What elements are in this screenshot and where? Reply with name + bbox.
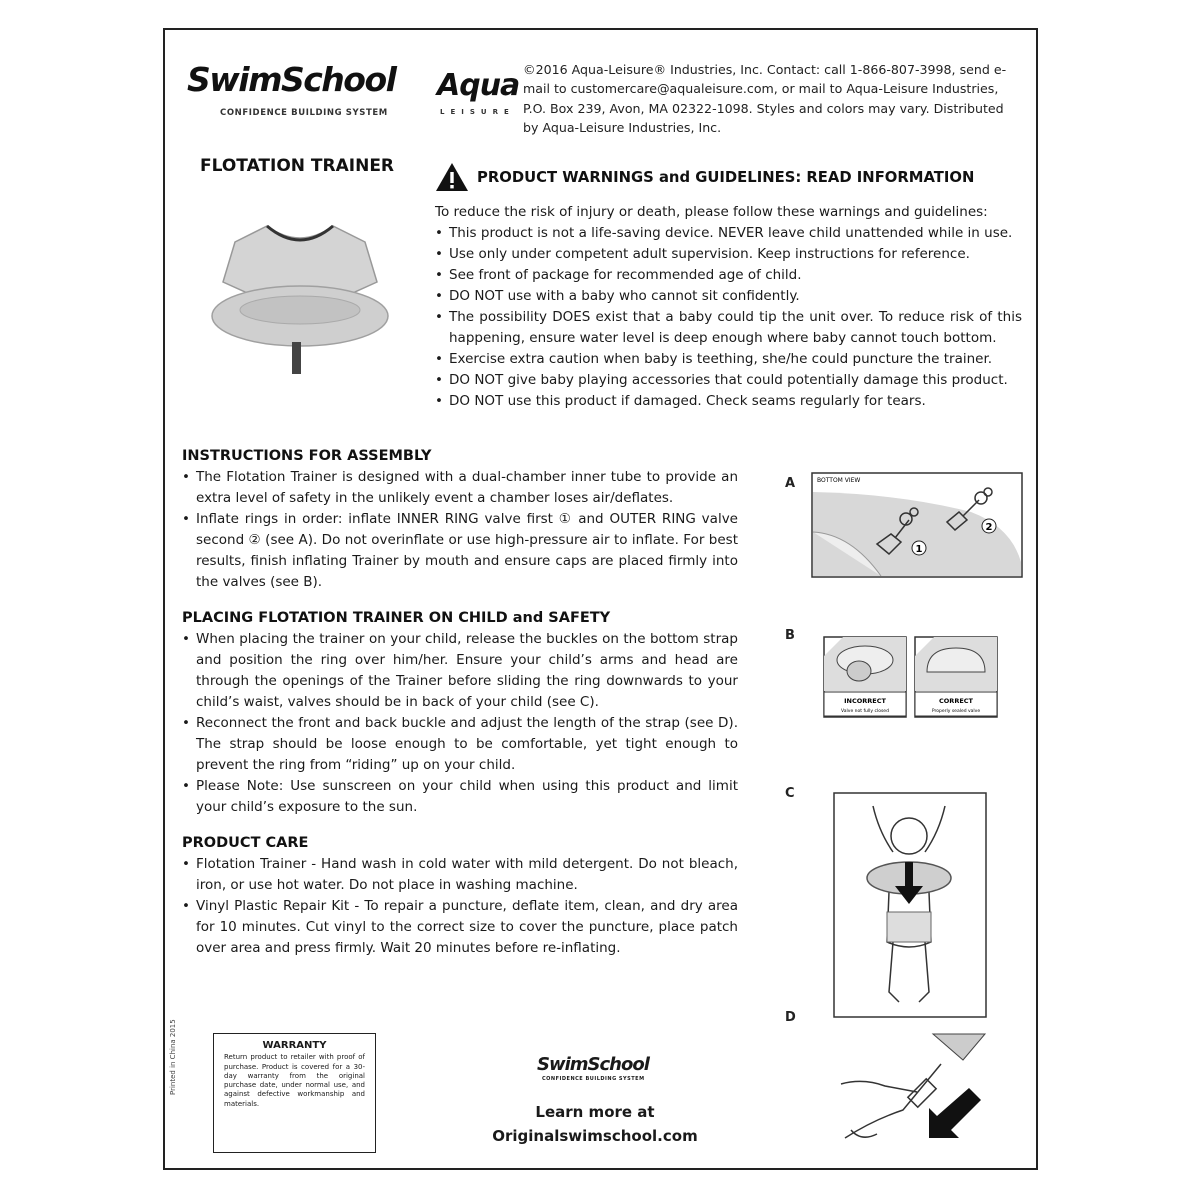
figure-a-number-1: 1 [915,544,923,555]
placing-section [182,608,738,818]
placing-list [182,629,738,818]
learn-more-line: Learn more at [535,1103,655,1121]
care-section [182,833,738,959]
assembly-list [182,467,738,593]
list-item: • Inflate rings in order: inflate INNER RING valve first ① and OUTER RING valve second ② (see A). Do not overinflate or use high-pressure air to inflate. For best results, finish inflating Trainer by mouth and ensure caps are placed firmly into the valves (see B). [182,509,738,593]
swimschool-logo: SwimSchool [187,60,396,99]
list-item: • Reconnect the front and back buckle and adjust the length of the strap (see D). The strap should be loose enough to be comfortable, yet tight enough to prevent the ring from “riding” up on your child. [182,713,738,776]
warranty-box [213,1033,376,1153]
list-item: • Exercise extra caution when baby is teething, she/he could puncture the trainer. [435,349,1022,370]
care-heading: PRODUCT CARE [182,835,309,851]
list-item: • Flotation Trainer - Hand wash in cold water with mild detergent. Do not bleach, iron, or use hot water. Do not place in washing machine. [182,854,738,896]
care-list [182,854,738,959]
figure-c-illustration [833,792,987,1018]
website-link[interactable]: Originalswimschool.com [492,1127,698,1145]
figure-b-incorrect: INCORRECT [844,697,886,705]
list-item: • DO NOT give baby playing accessories that could potentially damage this product. [435,370,1022,391]
list-item: • The Flotation Trainer is designed with a dual-chamber inner tube to provide an extra level of safety in the unlikely event a chamber loses air/deflates. [182,467,738,509]
figure-b-illustration [823,636,1003,718]
figure-a-label: A [785,476,796,491]
flotation-trainer-image [205,220,395,380]
figure-b-incorrect-sub: Valve not fully closed [841,709,889,714]
figure-a-inset-text: BOTTOM VIEW [817,477,861,484]
warranty-text: Return product to retailer with proof of purchase. Product is covered for a 30-day warranty from the original purchase date, under normal use, and against defective workmanship and materials. [224,1053,365,1108]
list-item: • DO NOT use this product if damaged. Check seams regularly for tears. [435,391,1022,412]
list-item: • See front of package for recommended age of child. [435,265,1022,286]
aqua-tagline: LEISURE [440,108,515,116]
warning-triangle-icon [435,162,469,192]
figure-d-label: D [785,1010,796,1025]
aqua-logo: Aqua [437,68,520,103]
warnings-heading [435,162,974,192]
list-item: • Please Note: Use sunscreen on your child when using this product and limit your child’s exposure to the sun. [182,776,738,818]
list-item: • This product is not a life-saving device. NEVER leave child unattended while in use. [435,223,1022,244]
figure-b-label: B [785,628,795,643]
footer-tagline: CONFIDENCE BUILDING SYSTEM [542,1076,645,1082]
swimschool-tagline: CONFIDENCE BUILDING SYSTEM [220,108,388,118]
figure-b-correct: CORRECT [939,697,973,705]
list-item: • Vinyl Plastic Repair Kit - To repair a puncture, deflate item, clean, and dry area for 10 minutes. Cut vinyl to the correct size to cover the puncture, place patch over area and press firmly. Wait 20 minutes before re-inflating. [182,896,738,959]
assembly-section [182,446,738,593]
figure-c-label: C [785,786,795,801]
copyright-text: ©2016 Aqua-Leisure® Industries, Inc. Contact: call 1-866-807-3998, send e-mail to customercare@aqualeisure.com, or mail to Aqua-Leisure Industries, P.O. Box 239, Avon, MA 02322-1098. Styles and colors may vary. Distributed by Aqua-Leisure Industries, Inc. [523,62,1007,135]
figure-a-number-2: 2 [985,522,993,533]
figure-b-correct-sub: Properly sealed valve [931,709,981,714]
placing-heading: PLACING FLOTATION TRAINER ON CHILD and SAFETY [182,610,611,626]
warnings-list [435,223,1022,412]
assembly-heading: INSTRUCTIONS FOR ASSEMBLY [182,448,432,464]
list-item: • Use only under competent adult supervision. Keep instructions for reference. [435,244,1022,265]
warranty-title: WARRANTY [262,1040,327,1051]
figure-d-illustration [833,1030,993,1148]
figure-a-illustration [811,472,1023,578]
instruction-sheet [163,28,1038,1170]
printed-note: Printed in China 2015 [169,1019,177,1095]
list-item: • When placing the trainer on your child, release the buckles on the bottom strap and position the ring over him/her. Ensure your child’s arms and head are through the openings of the Trainer before sliding the ring downwards to your child’s waist, valves should be in back of your child (see C). [182,629,738,713]
product-title: FLOTATION TRAINER [200,156,395,176]
warnings-heading-text: PRODUCT WARNINGS and GUIDELINES: READ INFORMATION [477,168,975,186]
list-item: • The possibility DOES exist that a baby could tip the unit over. To reduce risk of this happening, ensure water level is deep enough where baby cannot touch bottom. [435,307,1022,349]
list-item: • DO NOT use with a baby who cannot sit confidently. [435,286,1022,307]
warnings-intro: To reduce the risk of injury or death, please follow these warnings and guidelines: [435,204,988,220]
footer-logo: SwimSchool [537,1054,649,1075]
learn-more [485,1100,705,1148]
